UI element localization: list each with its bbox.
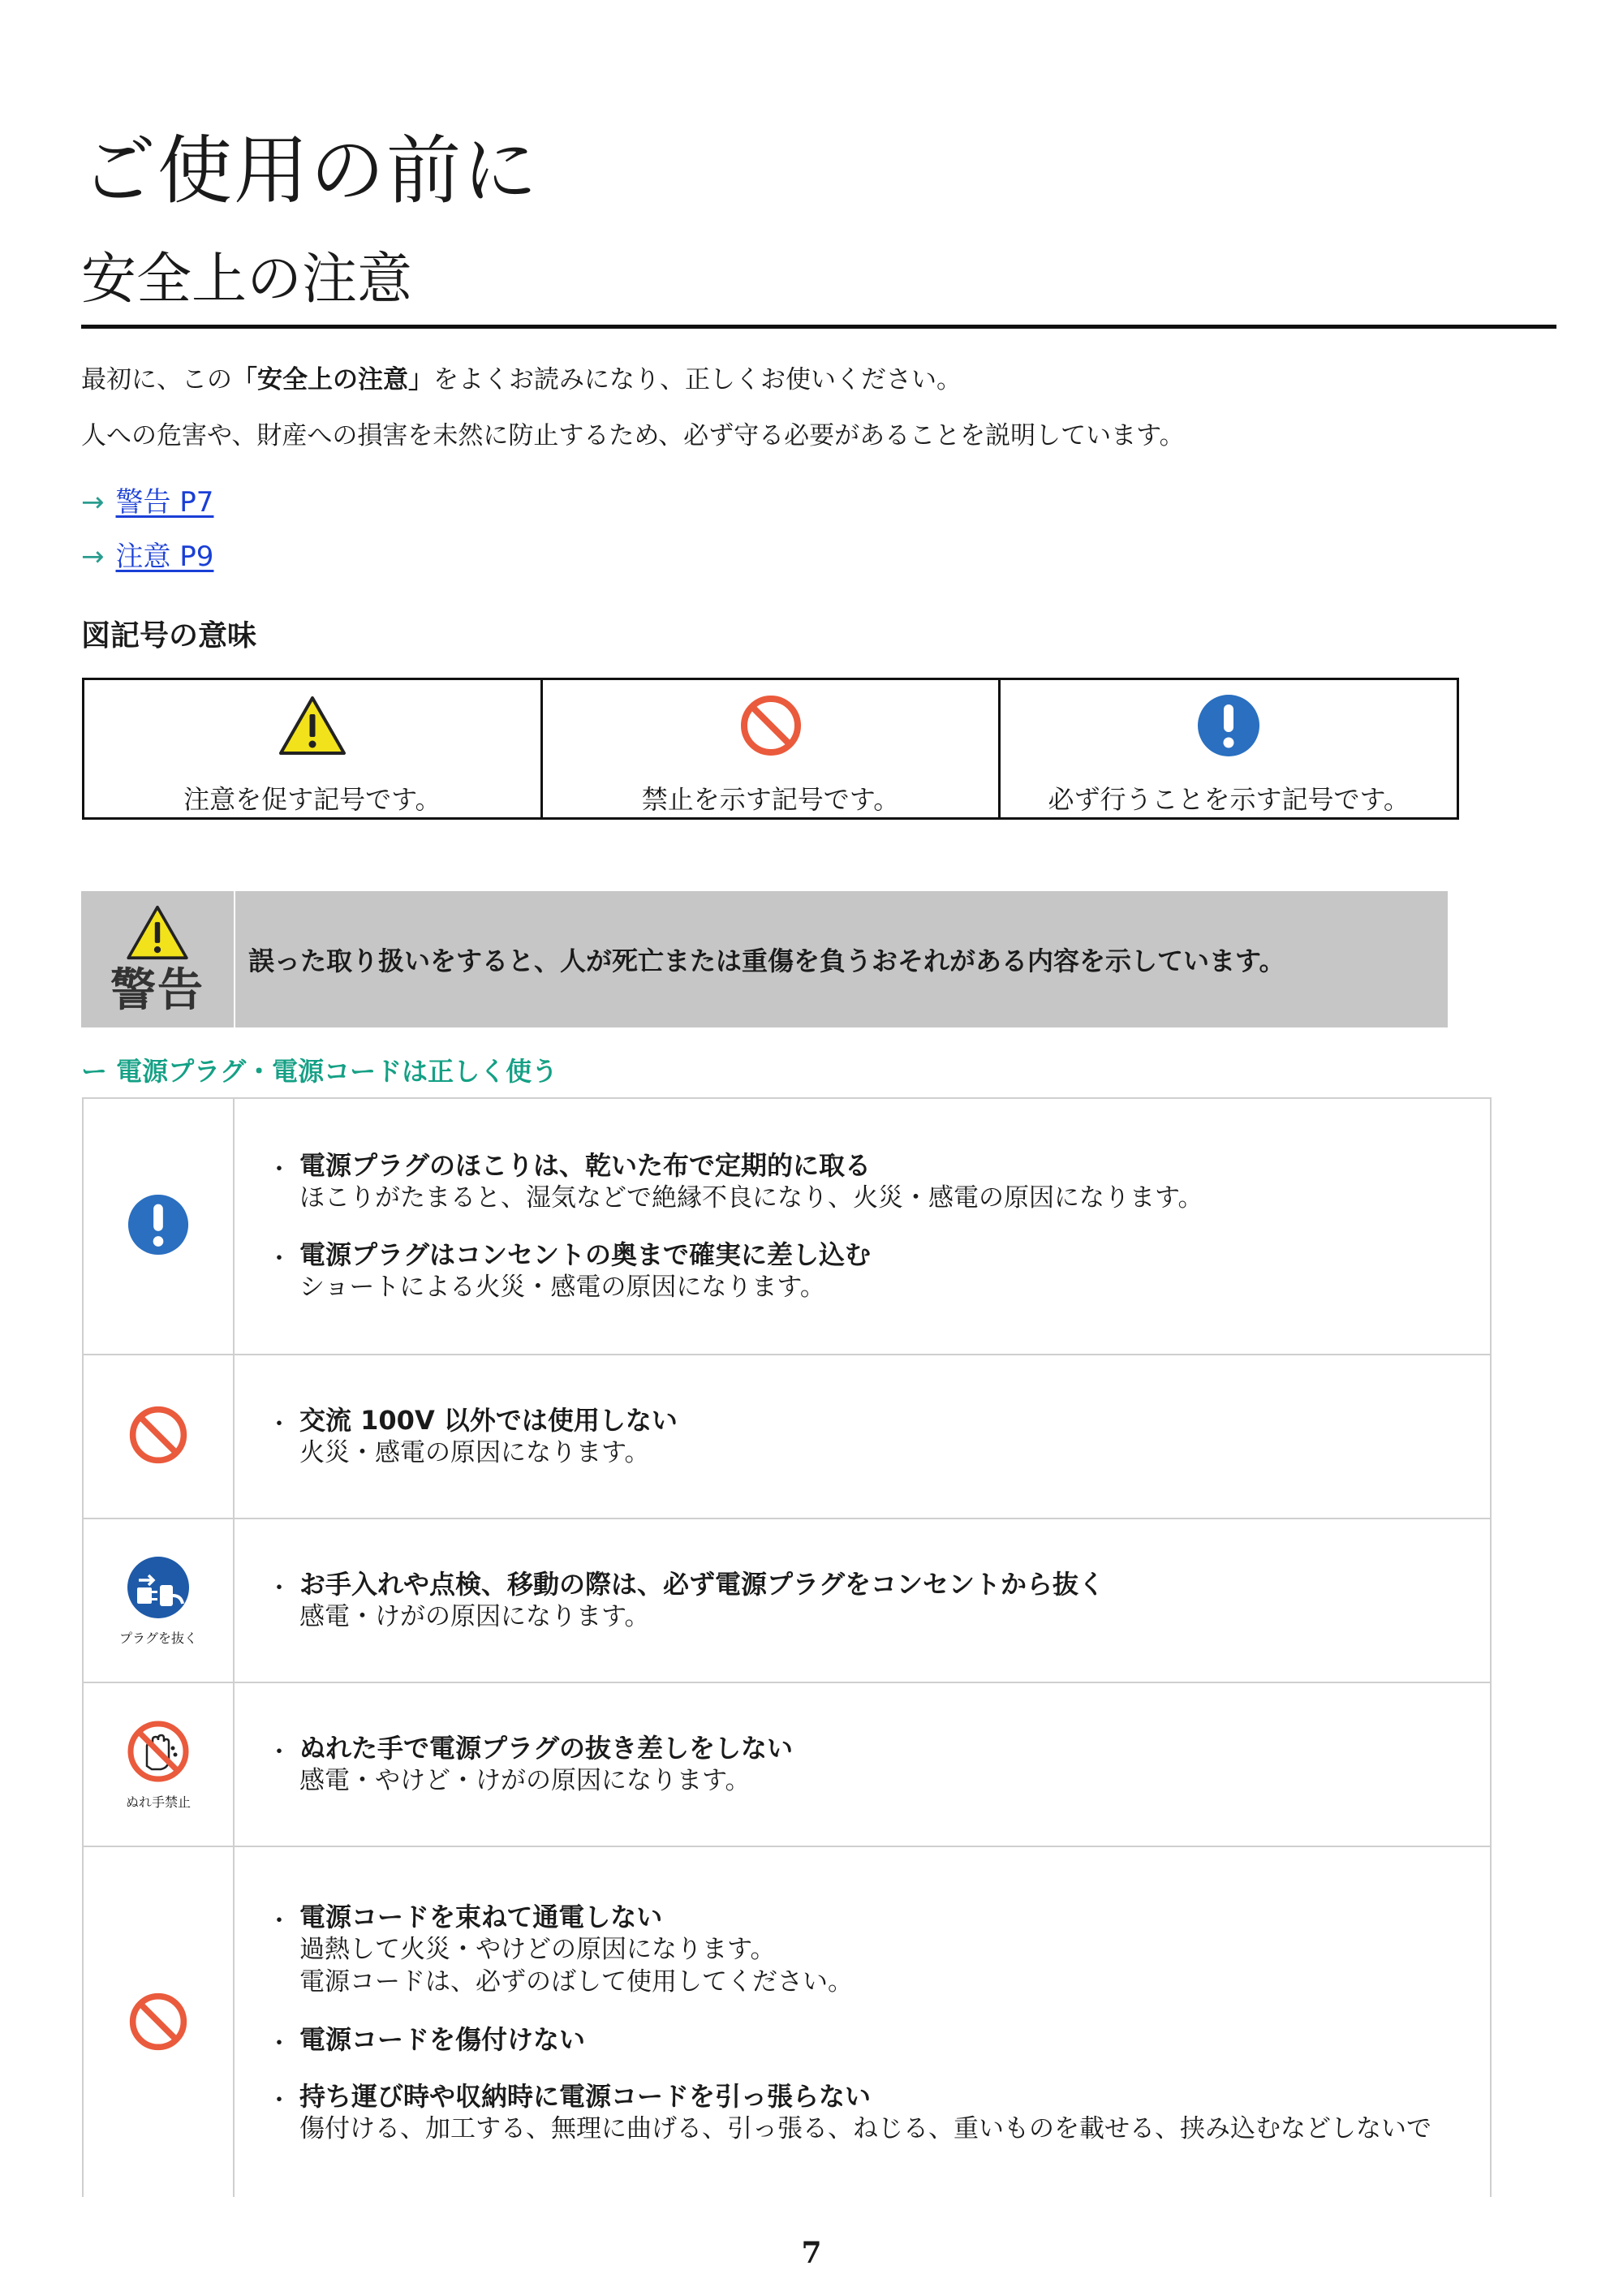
prohibition-icon [127, 1404, 189, 1469]
rule-item [270, 1404, 1490, 1469]
unplug-icon [126, 1555, 191, 1623]
intro-text: 最初に、この [81, 365, 232, 394]
link-caution-row [81, 539, 213, 575]
legend-cell-prohibition [540, 680, 999, 817]
intro-line-2: 人への危害や、財産への損害を未然に防止するため、必ず守る必要があることを説明しています。 [81, 421, 1185, 450]
rule-row [84, 1519, 1490, 1683]
rule-heading: ・ 電源コードを束ねて通電しない [299, 1902, 663, 1933]
rule-icon-cell [84, 1355, 235, 1518]
legend-text: 禁止を示す記号です。 [641, 784, 900, 815]
legend-cell-mandatory [998, 680, 1457, 817]
link-warning-row [81, 485, 213, 520]
rule-heading: ・ 持ち運び時や収納時に電源コードを引っ張らない [299, 2080, 872, 2112]
warning-badge [81, 891, 235, 1027]
rule-items [235, 1519, 1490, 1682]
rule-items [235, 1099, 1490, 1354]
intro-line-1 [81, 364, 962, 396]
page-title: ご使用の前に [81, 127, 540, 214]
rule-items [235, 1683, 1490, 1846]
rule-icon-cell [84, 1099, 235, 1354]
caution-triangle-icon [278, 691, 347, 760]
rule-row [84, 1099, 1490, 1355]
rule-icon-caption: プラグを抜く [118, 1630, 197, 1646]
rule-item [270, 1568, 1490, 1633]
warning-label: 警告 [110, 964, 204, 1017]
rule-item [270, 1901, 1490, 1999]
rule-detail: 傷付ける、加工する、無理に曲げる、引っ張る、ねじる、重いものを載せる、挟み込むなどしないで [299, 2113, 1431, 2143]
rule-heading: ・ 電源プラグのほこりは、乾いた布で定期的に取る [299, 1149, 872, 1181]
rule-heading: ・ 電源コードを傷付けない [299, 2023, 586, 2055]
rule-detail: 過熱して火災・やけどの原因になります。 [299, 1935, 776, 1965]
rule-detail: ほこりがたまると、湿気などで絶縁不良になり、火災・感電の原因になります。 [299, 1182, 1203, 1213]
caution-triangle-icon [126, 905, 189, 963]
mandatory-action-icon [127, 1193, 190, 1260]
rule-heading: ・ お手入れや点検、移動の際は、必ず電源プラグをコンセントから抜く [299, 1568, 1105, 1600]
rule-icon-cell [84, 1683, 235, 1846]
rules-table [82, 1097, 1492, 2197]
rule-items [235, 1355, 1490, 1518]
rule-item [270, 1238, 1490, 1303]
no-wet-hands-icon [126, 1719, 191, 1787]
legend-cell-caution [84, 680, 540, 817]
arrow-icon: → [81, 541, 105, 573]
intro-emphasis: 「安全上の注意」 [232, 365, 433, 394]
rule-row [84, 1683, 1490, 1847]
rule-icon-caption: ぬれ手禁止 [125, 1794, 191, 1810]
rule-item [270, 1732, 1490, 1797]
rule-detail: ショートによる火災・感電の原因になります。 [299, 1273, 825, 1302]
mandatory-action-icon [1196, 691, 1261, 760]
rule-icon-cell [84, 1519, 235, 1682]
rule-icon-cell [84, 1847, 235, 2197]
legend-text: 必ず行うことを示す記号です。 [1048, 784, 1410, 815]
rule-item [270, 2023, 1490, 2056]
rule-detail: 感電・けがの原因になります。 [299, 1601, 650, 1631]
symbol-legend-heading: 図記号の意味 [81, 619, 257, 653]
link-caution[interactable]: 注意 P9 [115, 541, 214, 573]
prohibition-icon [127, 1991, 189, 2056]
legend-text: 注意を促す記号です。 [183, 784, 441, 815]
rule-heading: ・ 電源プラグはコンセントの奥まで確実に差し込む [299, 1239, 872, 1270]
rule-heading: ・ ぬれた手で電源プラグの抜き差しをしない [299, 1732, 794, 1764]
rule-detail: 火災・感電の原因になります。 [299, 1437, 650, 1467]
intro-text: をよくお読みになり、正しくお使いください。 [433, 365, 962, 394]
rule-detail: 感電・やけど・けがの原因になります。 [299, 1765, 751, 1795]
prohibition-icon [738, 691, 803, 760]
category-heading: ー 電源プラグ・電源コードは正しく使う [81, 1056, 558, 1087]
warning-banner [81, 891, 1448, 1027]
section-title: 安全上の注意 [81, 248, 1556, 329]
arrow-icon: → [81, 486, 105, 519]
warning-description: 誤った取り扱いをすると、人が死亡または重傷を負うおそれがある内容を示しています。 [248, 946, 1285, 976]
rule-detail: 電源コードは、必ずのばして使用してください。 [299, 1967, 853, 1997]
rule-item [270, 2080, 1490, 2145]
page-number: 7 [801, 2236, 822, 2270]
link-warning[interactable]: 警告 P7 [115, 486, 214, 519]
rule-heading: ・ 交流 100V 以外では使用しない [299, 1404, 678, 1436]
rule-items [235, 1847, 1490, 2197]
rule-item [270, 1149, 1490, 1214]
rule-row [84, 1355, 1490, 1519]
symbol-legend-table [82, 678, 1459, 820]
rule-row [84, 1847, 1490, 2197]
